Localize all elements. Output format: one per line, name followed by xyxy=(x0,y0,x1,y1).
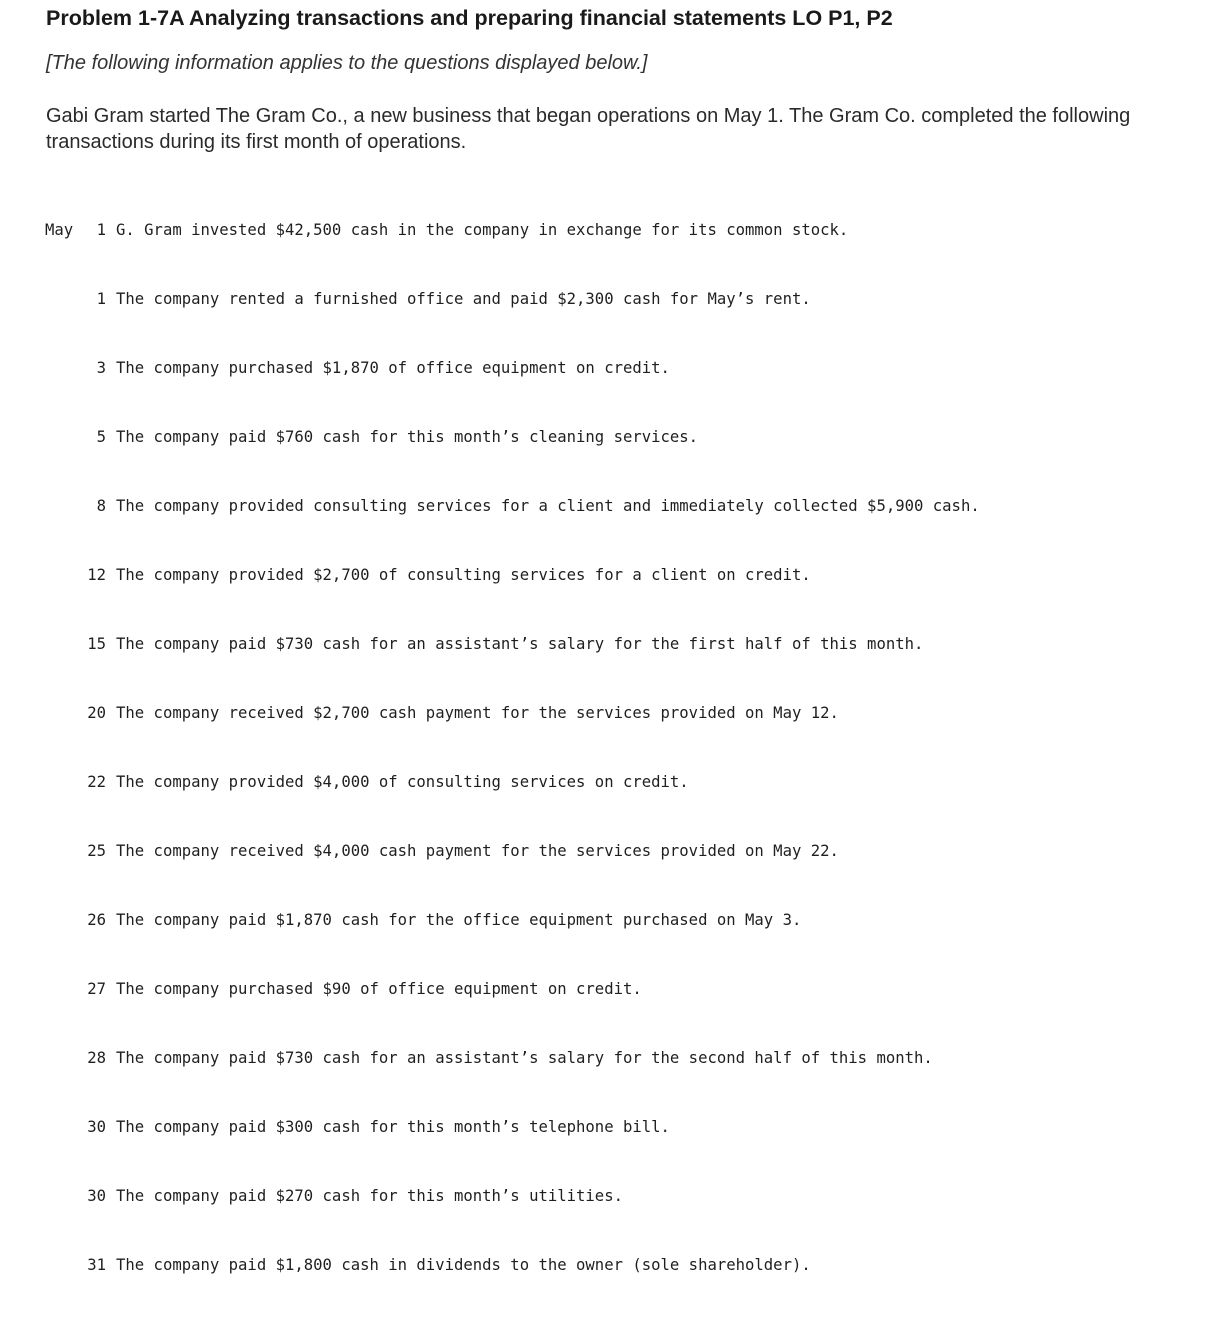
transaction-row xyxy=(45,978,1216,1001)
transaction-day: 12 xyxy=(87,566,106,584)
transaction-month xyxy=(45,1254,87,1277)
transaction-description: The company rented a furnished office and paid $2,300 cash for May’s rent. xyxy=(116,290,811,308)
transaction-day: 20 xyxy=(87,704,106,722)
transaction-month xyxy=(45,1047,87,1070)
transaction-month xyxy=(45,633,87,656)
transaction-month xyxy=(45,357,87,380)
transaction-day: 22 xyxy=(87,773,106,791)
transaction-description: The company received $2,700 cash payment for the services provided on May 12. xyxy=(116,704,839,722)
transaction-row xyxy=(45,1047,1216,1070)
transaction-day: 27 xyxy=(87,980,106,998)
transaction-month xyxy=(45,909,87,932)
transaction-description: The company paid $1,800 cash in dividends to the owner (sole shareholder). xyxy=(116,1256,811,1274)
transaction-month xyxy=(45,1116,87,1139)
transaction-day: 1 xyxy=(96,290,106,308)
transaction-day: 5 xyxy=(96,428,106,446)
info-note: [The following information applies to the questions displayed below.] xyxy=(46,52,648,74)
transaction-day: 31 xyxy=(87,1256,106,1274)
transaction-row xyxy=(45,219,1216,242)
transaction-month xyxy=(45,495,87,518)
transaction-description: The company provided consulting services for a client and immediately collected $5,900 cash. xyxy=(116,497,980,515)
problem-page xyxy=(46,0,1216,1323)
transaction-day: 8 xyxy=(96,497,106,515)
transaction-day: 26 xyxy=(87,911,106,929)
transaction-row xyxy=(45,633,1216,656)
transaction-day: 30 xyxy=(87,1187,106,1205)
transaction-description: The company provided $4,000 of consulting services on credit. xyxy=(116,773,689,791)
transaction-day: 1 xyxy=(96,221,106,239)
transaction-description: The company received $4,000 cash payment for the services provided on May 22. xyxy=(116,842,839,860)
transaction-description: The company provided $2,700 of consulting services for a client on credit. xyxy=(116,566,811,584)
transaction-row xyxy=(45,564,1216,587)
transaction-month xyxy=(45,288,87,311)
transaction-day: 25 xyxy=(87,842,106,860)
transaction-month xyxy=(45,702,87,725)
transaction-description: The company paid $760 cash for this month’s cleaning services. xyxy=(116,428,699,446)
transaction-month xyxy=(45,771,87,794)
transaction-list xyxy=(45,173,1216,1323)
transaction-description: The company purchased $90 of office equipment on credit. xyxy=(116,980,642,998)
transaction-description: The company paid $300 cash for this month’s telephone bill. xyxy=(116,1118,670,1136)
transaction-description: The company paid $730 cash for an assistant’s salary for the first half of this month. xyxy=(116,635,924,653)
transaction-row xyxy=(45,288,1216,311)
transaction-day: 3 xyxy=(96,359,106,377)
transaction-month xyxy=(45,564,87,587)
transaction-row xyxy=(45,357,1216,380)
transaction-day: 15 xyxy=(87,635,106,653)
transaction-row xyxy=(45,909,1216,932)
transaction-row xyxy=(45,1254,1216,1277)
transaction-row xyxy=(45,771,1216,794)
transaction-description: The company paid $730 cash for an assistant’s salary for the second half of this month. xyxy=(116,1049,933,1067)
transaction-month xyxy=(45,840,87,863)
transaction-description: G. Gram invested $42,500 cash in the company in exchange for its common stock. xyxy=(116,221,849,239)
transaction-description: The company purchased $1,870 of office equipment on credit. xyxy=(116,359,670,377)
intro-paragraph: Gabi Gram started The Gram Co., a new business that began operations on May 1. The Gram Co. completed the following transactions during its first month of operations. xyxy=(46,105,1131,153)
transaction-description: The company paid $1,870 cash for the office equipment purchased on May 3. xyxy=(116,911,802,929)
transaction-row xyxy=(45,1116,1216,1139)
transaction-row xyxy=(45,840,1216,863)
transaction-description: The company paid $270 cash for this month’s utilities. xyxy=(116,1187,623,1205)
problem-title: Problem 1-7A Analyzing transactions and preparing financial statements LO P1, P2 xyxy=(46,6,893,30)
transaction-row xyxy=(45,495,1216,518)
transaction-month xyxy=(45,1185,87,1208)
transaction-row xyxy=(45,702,1216,725)
transaction-month: May xyxy=(45,221,74,239)
transaction-row xyxy=(45,1185,1216,1208)
transaction-month xyxy=(45,426,87,449)
transaction-day: 30 xyxy=(87,1118,106,1136)
transaction-row xyxy=(45,426,1216,449)
transaction-month xyxy=(45,978,87,1001)
transaction-day: 28 xyxy=(87,1049,106,1067)
